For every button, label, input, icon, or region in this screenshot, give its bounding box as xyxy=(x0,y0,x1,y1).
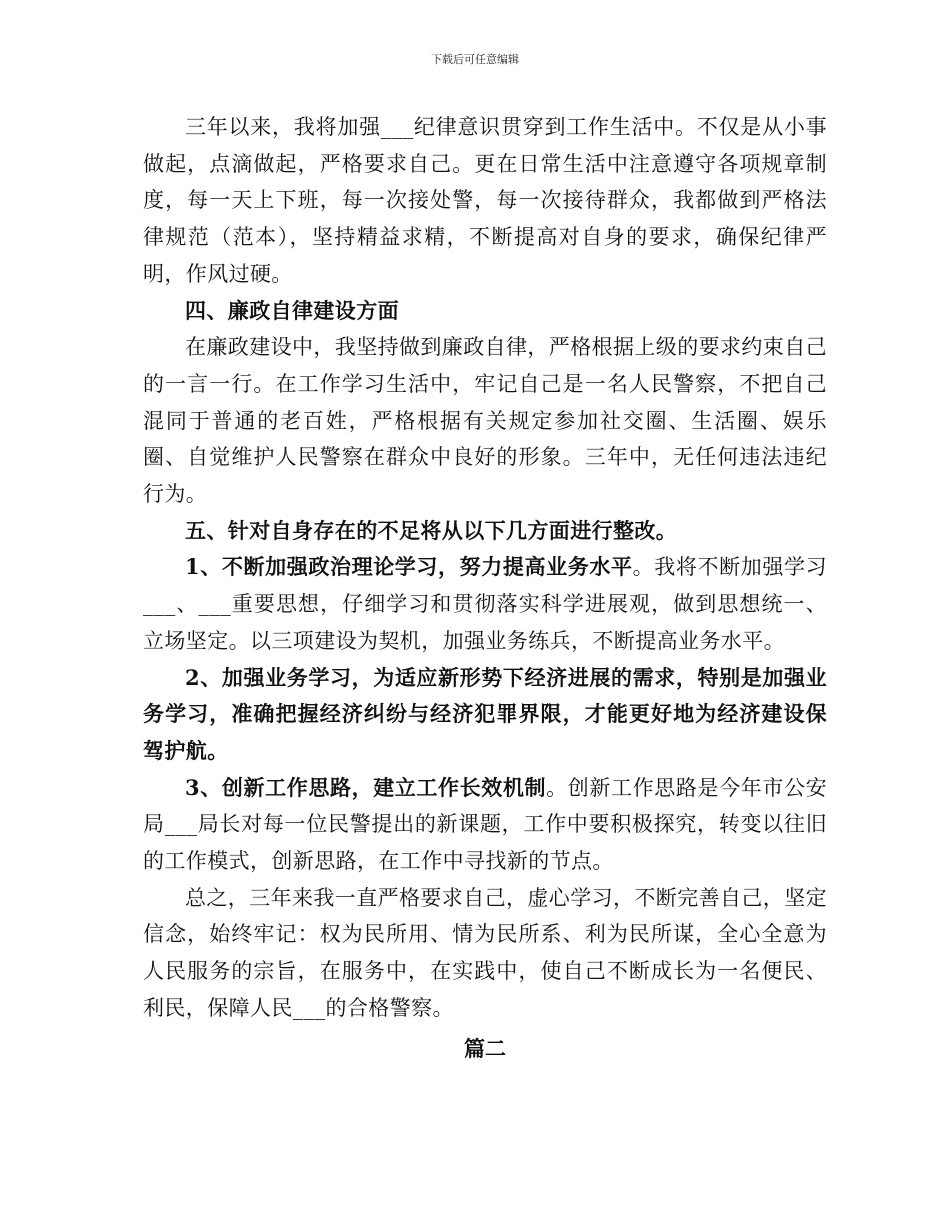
heading-integrity: 四、廉政自律建设方面 xyxy=(185,297,399,323)
heading-rectification: 五、针对自身存在的不足将从以下几方面进行整改。 xyxy=(185,517,678,543)
list-item-3-text: 。创新工作思路是今年市公安局___局长对每一位民警提出的新课题，工作中要积极探究，转变以往旧的工作模式，创新思路，在工作中寻找新的节点。 xyxy=(143,775,827,874)
list-item-2: 2、加强业务学习，为适应新形势下经济进展的需求，特别是加强业务学习，准确把握经济纠纷与经济犯罪界限，才能更好地为经济建设保驾护航。 xyxy=(143,664,827,763)
page-header: 下载后可任意编辑 xyxy=(431,53,519,66)
section-title: 篇二 xyxy=(464,1035,506,1061)
list-item-1-title: 1、不断加强政治理论学习，努力提高业务水平 xyxy=(185,554,633,580)
list-item-3-title: 3、创新工作思路，建立工作长效机制 xyxy=(185,774,547,800)
list-item-1-text: 。我将不断加强学习___、___重要思想，仔细学习和贯彻落实科学进展观，做到思想统一、立场坚定。以三项建设为契机，加强业务练兵，不断提高业务水平。 xyxy=(143,555,827,653)
list-item-3 xyxy=(143,770,827,880)
list-item-1 xyxy=(143,549,827,659)
paragraph-discipline: 三年以来，我将加强___纪律意识贯穿到工作生活中。不仅是从小事做起，点滴做起，严格要求自己。更在日常生活中注意遵守各项规章制度，每一天上下班，每一次接处警，每一次接待群众，我都做到严格法律规范（范本），坚持精益求精，不断提高对自身的要求，确保纪律严明，作风过硬。 xyxy=(143,115,827,286)
document-body xyxy=(143,109,827,1067)
paragraph-summary: 总之，三年来我一直严格要求自己，虚心学习，不断完善自己，坚定信念，始终牢记：权为民所用、情为民所系、利为民所谋，全心全意为人民服务的宗旨，在服务中，在实践中，使自己不断成长为一名便民、利民，保障人民___的合格警察。 xyxy=(143,885,827,1020)
paragraph-integrity: 在廉政建设中，我坚持做到廉政自律，严格根据上级的要求约束自己的一言一行。在工作学习生活中，牢记自己是一名人民警察，不把自己混同于普通的老百姓，严格根据有关规定参加社交圈、生活圈、娱乐圈、自觉维护人民警察在群众中良好的形象。三年中，无任何违法违纪行为。 xyxy=(143,335,827,507)
